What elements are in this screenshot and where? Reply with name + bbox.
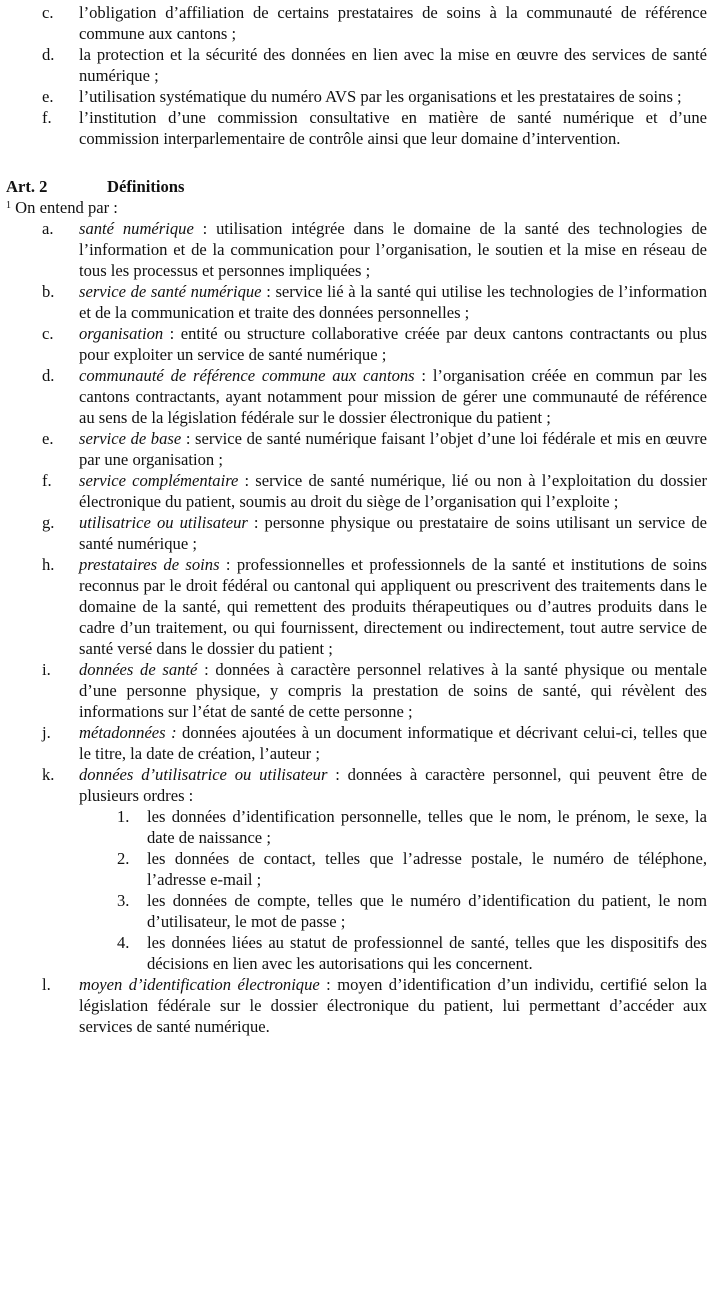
item-text: l’obligation d’affiliation de certains prestataires de soins à la communauté de référence commune aux cantons ; bbox=[79, 3, 707, 43]
definition-text: : l’organisation créée en commun par les cantons contractants, ayant notamment pour mission de gérer une communauté de référence au sens de la législation fédérale sur le dossier électronique du patient ; bbox=[79, 366, 707, 427]
definition-text: : service de santé numérique, lié ou non à l’exploitation du dossier électronique du patient, soumis au droit du siège de l’organisation qui l’exploite ; bbox=[79, 471, 708, 511]
section-spacer bbox=[6, 149, 707, 176]
definition-term: données d’utilisatrice ou utilisateur bbox=[79, 765, 328, 784]
definition-item bbox=[6, 365, 707, 428]
sub-item-text: les données d’identification personnelle, telles que le nom, le prénom, le sexe, la date de naissance ; bbox=[147, 807, 707, 847]
sub-list-item bbox=[6, 806, 707, 848]
list-item bbox=[6, 107, 707, 149]
item-label: e. bbox=[42, 87, 54, 106]
definition-text: : moyen d’identification d’un individu, certifié selon la législation fédérale sur le dossier électronique du patient, lui permettant d’accéder aux services de santé numérique. bbox=[79, 975, 707, 1036]
item-label: c. bbox=[42, 324, 54, 343]
definition-text: : service de santé numérique faisant l’objet d’une loi fédérale et mis en œuvre par une organisation ; bbox=[79, 429, 707, 469]
definition-text: : service lié à la santé qui utilise les technologies de l’information et de la communication et traite des données personnelles ; bbox=[79, 282, 708, 322]
user-data-sublist bbox=[6, 806, 707, 974]
definition-term: utilisatrice ou utilisateur bbox=[79, 513, 248, 532]
definition-item bbox=[6, 722, 707, 764]
item-label: k. bbox=[42, 765, 55, 784]
definition-text: données ajoutées à un document informatique et décrivant celui-ci, telles que le titre, la date de création, l’auteur ; bbox=[79, 723, 707, 763]
item-text: l’utilisation systématique du numéro AVS par les organisations et les prestataires de soins ; bbox=[79, 87, 682, 106]
definition-text: : entité ou structure collaborative créée par deux cantons contractants ou plus pour exploiter un service de santé numérique ; bbox=[79, 324, 707, 364]
sub-list-item bbox=[6, 890, 707, 932]
item-label: g. bbox=[42, 513, 55, 532]
definition-term: données de santé bbox=[79, 660, 198, 679]
purpose-list bbox=[6, 2, 707, 149]
article-number: Art. 2 bbox=[6, 177, 48, 196]
sub-item-number: 3. bbox=[117, 891, 130, 910]
definition-text: : professionnelles et professionnels de la santé et institutions de soins reconnus par le droit fédéral ou cantonal qui appliquent ou prescrivent des traitements dans le domaine de la santé, qui remettent des produits thérapeutiques ou d’autres produits dans le cadre d’un traitement, ou qui fournissent, directement ou indirectement, tout autre service de santé versé dans le dossier du patient ; bbox=[79, 555, 707, 658]
item-label: l. bbox=[42, 975, 51, 994]
definition-item bbox=[6, 428, 707, 470]
definition-text: : données à caractère personnel relatives à la santé physique ou mentale d’une personne physique, y compris la prestation de soins de santé, qui révèlent des informations sur l’état de santé de cette personne ; bbox=[79, 660, 707, 721]
definition-term: service de santé numérique bbox=[79, 282, 262, 301]
definition-item bbox=[6, 659, 707, 722]
definition-term: service de base bbox=[79, 429, 182, 448]
definition-term: organisation bbox=[79, 324, 164, 343]
paragraph-number: 1 bbox=[6, 200, 11, 211]
sub-item-number: 4. bbox=[117, 933, 130, 952]
definition-term: communauté de référence commune aux cantons bbox=[79, 366, 415, 385]
definition-item bbox=[6, 974, 707, 1037]
list-item bbox=[6, 44, 707, 86]
definition-term: moyen d’identification électronique bbox=[79, 975, 320, 994]
definition-item bbox=[6, 512, 707, 554]
definition-text: : données à caractère personnel, qui peuvent être de plusieurs ordres : bbox=[79, 765, 707, 805]
article-intro bbox=[6, 197, 707, 218]
sub-item-text: les données de compte, telles que le numéro d’identification du patient, le nom d’utilisateur, le mot de passe ; bbox=[147, 891, 707, 931]
article-heading bbox=[6, 176, 707, 197]
sub-item-text: les données de contact, telles que l’adresse postale, le numéro de téléphone, l’adresse e-mail ; bbox=[147, 849, 707, 889]
sub-item-text: les données liées au statut de professionnel de santé, telles que les dispositifs des décisions en lien avec les autorisations qui les concernent. bbox=[147, 933, 707, 973]
definition-item bbox=[6, 764, 707, 806]
sub-item-number: 1. bbox=[117, 807, 130, 826]
sub-list-item bbox=[6, 848, 707, 890]
list-item bbox=[6, 86, 707, 107]
definition-term: métadonnées : bbox=[79, 723, 177, 742]
definition-item bbox=[6, 554, 707, 659]
definition-item bbox=[6, 323, 707, 365]
item-label: f. bbox=[42, 471, 52, 490]
list-item bbox=[6, 2, 707, 44]
item-label: d. bbox=[42, 366, 55, 385]
definition-item bbox=[6, 218, 707, 281]
sub-list-item bbox=[6, 932, 707, 974]
item-label: a. bbox=[42, 219, 54, 238]
item-label: j. bbox=[42, 723, 51, 742]
definition-item bbox=[6, 281, 707, 323]
item-label: h. bbox=[42, 555, 55, 574]
definition-term: santé numérique bbox=[79, 219, 194, 238]
definition-text: : utilisation intégrée dans le domaine de la santé des technologies de l’information et de la communication pour l’organisation, le soutien et la mise en réseau de tous les processus et personnes impliquées ; bbox=[79, 219, 707, 280]
sub-item-number: 2. bbox=[117, 849, 130, 868]
item-label: f. bbox=[42, 108, 52, 127]
definition-item bbox=[6, 470, 707, 512]
definition-term: service complémentaire bbox=[79, 471, 239, 490]
item-label: b. bbox=[42, 282, 55, 301]
article-title: Définitions bbox=[107, 177, 185, 196]
item-label: e. bbox=[42, 429, 54, 448]
definitions-list bbox=[6, 218, 707, 1037]
definition-text: : personne physique ou prestataire de soins utilisant un service de santé numérique ; bbox=[79, 513, 708, 553]
item-label: i. bbox=[42, 660, 51, 679]
intro-text: On entend par : bbox=[11, 198, 118, 217]
item-text: la protection et la sécurité des données en lien avec la mise en œuvre des services de santé numérique ; bbox=[79, 45, 707, 85]
item-label: c. bbox=[42, 3, 54, 22]
item-text: l’institution d’une commission consultative en matière de santé numérique et d’une commission interparlementaire de contrôle ainsi que leur domaine d’intervention. bbox=[79, 108, 707, 148]
definition-term: prestataires de soins bbox=[79, 555, 220, 574]
item-label: d. bbox=[42, 45, 55, 64]
